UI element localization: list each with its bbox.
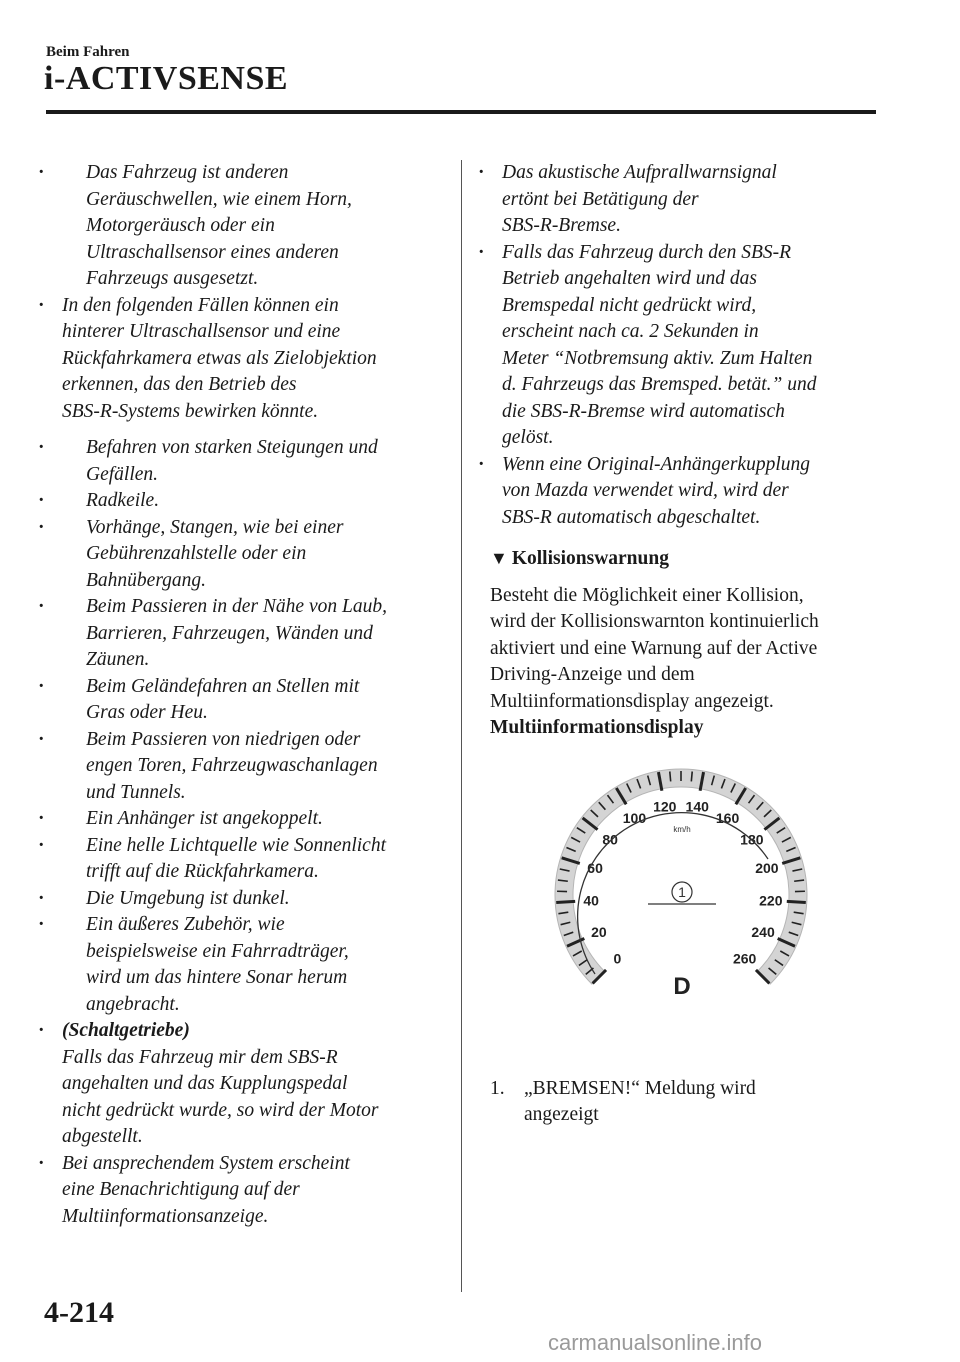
list-item: · Falls das Fahrzeug durch den SBS-R Betrieb angehalten wird und das Bremspedal nicht gedrückt wird, erscheint nach ca. 2 Sekunden in Meter “Notbremsung aktiv. Zum Halten d. Fahrzeugs das Bremsped. betät.” und die SBS-R-Bremse wird automatisch gelöst. bbox=[490, 240, 890, 452]
list-item: · Befahren von starken Steigungen und Gefällen. bbox=[50, 435, 445, 488]
speed-label: 60 bbox=[587, 859, 603, 876]
list-item: · Eine helle Lichtquelle wie Sonnenlicht trifft auf die Rückfahrkamera. bbox=[50, 833, 445, 886]
speed-label: 220 bbox=[759, 891, 783, 908]
speed-label: 260 bbox=[732, 950, 757, 967]
speed-unit: km/h bbox=[673, 824, 691, 834]
speed-label: 160 bbox=[715, 809, 740, 826]
header-section: Beim Fahren bbox=[46, 44, 130, 60]
header-rule bbox=[46, 110, 876, 114]
page-number: 4-214 bbox=[44, 1296, 114, 1329]
page-title: i-ACTIVSENSE bbox=[44, 60, 289, 97]
list-item: · Bei ansprechendem System erscheint eine Benachrichtigung auf der Multiinformationsanzeige. bbox=[50, 1151, 445, 1231]
speedometer-band bbox=[555, 769, 807, 984]
numbered-item: 1. „BREMSEN!“ Meldung wird angezeigt bbox=[490, 1076, 890, 1129]
speed-label: 80 bbox=[602, 830, 618, 847]
list-item: · Beim Passieren von niedrigen oder engen Toren, Fahrzeugwaschanlagen und Tunnels. bbox=[50, 727, 445, 807]
list-item: · Die Umgebung ist dunkel. bbox=[50, 886, 445, 913]
speed-label: 200 bbox=[755, 859, 779, 876]
speed-label: 180 bbox=[740, 830, 764, 847]
list-item: · In den folgenden Fällen können ein hinterer Ultraschallsensor und eine Rückfahrkamera etwas als Zielobjektion erkennen, das den Betrieb des SBS-R-Systems bewirken könnte. bbox=[50, 293, 445, 426]
section-marker-icon: ▼ bbox=[490, 548, 508, 568]
list-item: · Radkeile. bbox=[50, 488, 445, 515]
speed-label: 0 bbox=[613, 950, 622, 967]
speed-tick bbox=[787, 901, 806, 902]
callout-number: 1 bbox=[678, 883, 686, 900]
column-divider bbox=[461, 160, 462, 1292]
list-item: · Das akustische Aufprallwarnsignal ertönt bei Betätigung der SBS-R-Bremse. bbox=[490, 160, 890, 240]
speedometer-illustration bbox=[550, 764, 812, 1026]
gear-indicator: D bbox=[673, 972, 691, 1000]
speed-label: 20 bbox=[591, 923, 607, 940]
list-item: · (Schaltgetriebe) Falls das Fahrzeug mir dem SBS-R angehalten und das Kupplungspedal nicht gedrückt wurde, so wird der Motor abgestellt. bbox=[50, 1018, 445, 1151]
left-column bbox=[50, 160, 445, 1230]
list-item: · Ein Anhänger ist angekoppelt. bbox=[50, 806, 445, 833]
speed-tick bbox=[670, 771, 671, 781]
item-number: 1. bbox=[490, 1077, 505, 1099]
sub-list bbox=[50, 435, 445, 1018]
paragraph: Besteht die Möglichkeit einer Kollision, wird der Kollisionswarnton kontinuierlich aktiviert und eine Warnung auf der Active Driving-Anzeige und dem Multiinformationsdisplay angezeigt. bbox=[490, 584, 819, 712]
speed-tick bbox=[556, 901, 575, 902]
speed-tick bbox=[691, 771, 692, 781]
right-column bbox=[490, 160, 890, 1129]
section-title: Kollisionswarnung bbox=[511, 548, 669, 569]
list-item: · Ein äußeres Zubehör, wie beispielsweise ein Fahrradträger, wird um das hintere Sonar herum angebracht. bbox=[50, 912, 445, 1018]
speed-label: 240 bbox=[751, 923, 775, 940]
list-item: · Vorhänge, Stangen, wie bei einer Gebührenzahlstelle oder ein Bahnübergang. bbox=[50, 515, 445, 595]
list-item: · Beim Geländefahren an Stellen mit Gras oder Heu. bbox=[50, 674, 445, 727]
watermark: carmanualsonline.info bbox=[548, 1330, 763, 1355]
speed-label: 100 bbox=[622, 809, 647, 826]
display-label: Multiinformationsdisplay bbox=[490, 717, 704, 738]
list-item: · Das Fahrzeug ist anderen Geräuschwellen, wie einem Horn, Motorgeräusch oder ein Ultraschallsensor eines anderen Fahrzeugs ausgesetzt. bbox=[50, 160, 445, 293]
speed-label: 140 bbox=[685, 797, 709, 814]
speedometer-svg bbox=[550, 764, 812, 1026]
speed-label: 40 bbox=[583, 891, 599, 908]
section-heading bbox=[490, 545, 890, 573]
speed-label: 120 bbox=[653, 797, 677, 814]
list-item: · Wenn eine Original-Anhängerkupplung von Mazda verwendet wird, wird der SBS-R automatisch abgeschaltet. bbox=[490, 452, 890, 532]
list-item: · Beim Passieren in der Nähe von Laub, Barrieren, Fahrzeugen, Wänden und Zäunen. bbox=[50, 594, 445, 674]
